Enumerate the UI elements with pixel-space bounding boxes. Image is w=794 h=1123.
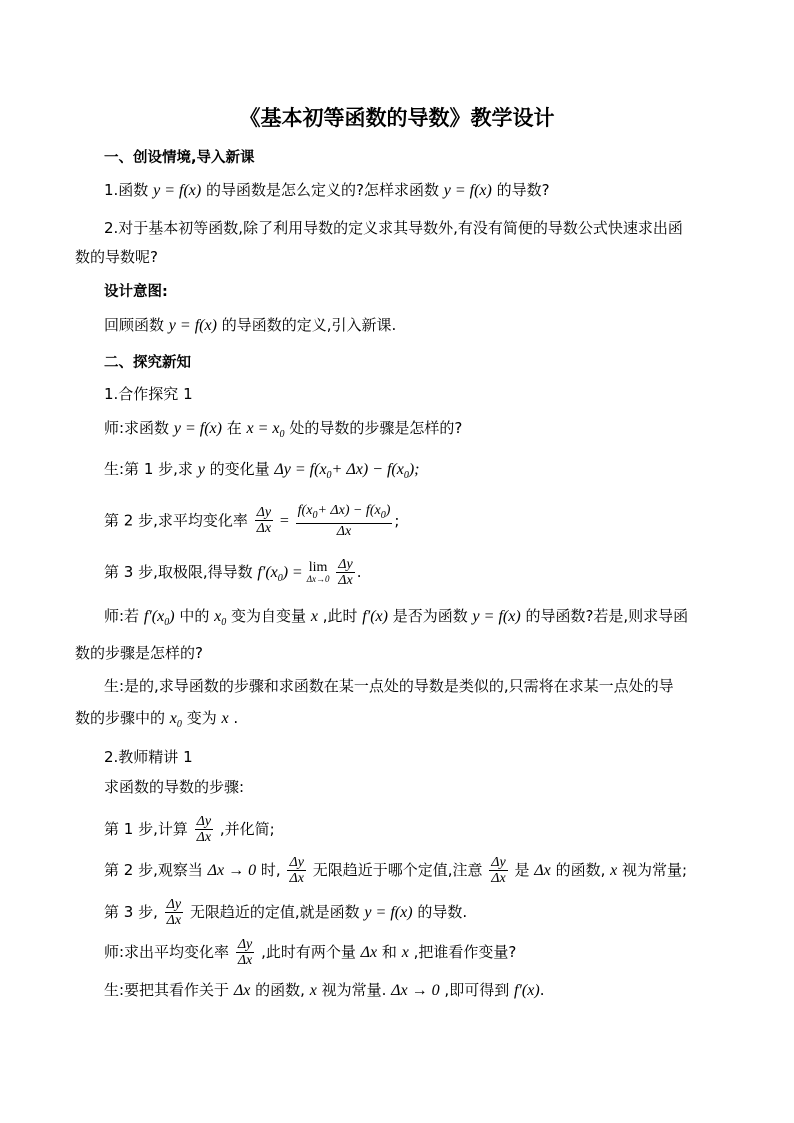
fraction-dy-dx: [336, 557, 354, 588]
text: 变为自变量: [231, 607, 307, 625]
math-yfx: y = f(x): [472, 608, 521, 625]
math-dx: Δx: [360, 944, 378, 961]
math-fprime-x: f′(x): [513, 982, 540, 999]
text: ,把谁看作变量?: [413, 943, 517, 961]
math-fprime-x: f′(x): [362, 608, 388, 625]
math-yfx: y = f(x): [443, 182, 492, 199]
math-y: y: [197, 461, 205, 478]
text: 生:第 1 步,求: [104, 460, 193, 478]
math-x: x: [309, 982, 317, 999]
text: 第 3 步,取极限,得导数: [104, 563, 253, 581]
text: 数的步骤中的: [75, 709, 166, 727]
text: 在: [226, 419, 242, 437]
text: 第 2 步,求平均变化率: [104, 511, 248, 530]
text: 是否为函数: [392, 607, 468, 625]
text: 师:若: [104, 607, 140, 625]
text: );: [408, 461, 420, 478]
math-x: x: [610, 862, 618, 879]
text: 生:要把其看作关于: [104, 981, 230, 999]
text: 师:求出平均变化率: [104, 943, 230, 961]
lim-text: lim: [308, 559, 328, 575]
document-title: 《基本初等函数的导数》教学设计: [239, 106, 555, 130]
math-yfx: y = f(x): [173, 420, 222, 437]
math-x-eq-x0: [246, 420, 285, 441]
text: ): [282, 564, 289, 581]
text: 的变化量: [209, 460, 270, 478]
math-fprime-x0: [257, 564, 289, 585]
math-dx-to-0: Δx → 0: [391, 982, 440, 999]
text: 视为常量;: [622, 861, 688, 879]
section-heading-1: 一、创设情境,导入新课: [104, 150, 255, 166]
fraction-dy-dx: [255, 505, 273, 536]
design-intent-label: 设计意图:: [104, 284, 168, 300]
text: ,此时有两个量: [261, 943, 356, 961]
text: Δy = f(x: [274, 461, 327, 478]
math-x: x: [221, 710, 229, 727]
text: 第 1 步,计算: [104, 820, 188, 838]
denominator: Δx: [289, 871, 304, 886]
step-2-line: [104, 503, 399, 539]
period: .: [356, 563, 362, 581]
text: 的导数.: [417, 903, 468, 921]
denominator: Δx: [237, 953, 253, 968]
text: 第 3 步,: [104, 903, 158, 921]
semicolon: ;: [394, 511, 400, 530]
denominator: Δx: [491, 871, 506, 886]
text: f′(x: [143, 608, 165, 625]
numerator: Δy: [338, 557, 353, 572]
text: x: [214, 608, 222, 625]
subscript: 0: [279, 429, 285, 441]
text: 第 2 步,观察当: [104, 861, 203, 879]
subscript: 0: [221, 617, 227, 629]
denominator: Δx: [256, 521, 272, 537]
text: + Δx) − f(x: [317, 503, 381, 518]
student-2-line-1: 生:是的,求导函数的步骤和求函数在某一点处的导数是类似的,只需将在求某一点处的导: [104, 677, 674, 695]
text: 的函数,: [255, 981, 305, 999]
step-3-line: [104, 557, 361, 589]
math-dx-to-0: Δx → 0: [207, 862, 257, 879]
text: 无限趋近于哪个定值,注意: [312, 861, 483, 879]
numerator: Δy: [491, 855, 506, 870]
text: ): [385, 503, 391, 518]
question-2-line-1: 2.对于基本初等函数,除了利用导数的定义求其导数外,有没有简便的导数公式快速求出函: [104, 219, 683, 237]
fraction-dy-dx: [236, 937, 254, 968]
equals-sign: =: [292, 564, 302, 581]
s3-line: [104, 897, 467, 928]
subscript: 0: [277, 573, 283, 585]
math-x0: [214, 608, 227, 629]
text: 的函数,: [555, 861, 606, 879]
math-yfx: y = f(x): [153, 182, 202, 199]
denominator: Δx: [336, 523, 352, 539]
fraction-dy-dx: [489, 855, 507, 886]
steps-intro: 求函数的导数的步骤:: [104, 778, 245, 796]
text: 和: [381, 943, 397, 961]
student-2-line-2: [75, 708, 238, 735]
teacher-3: [104, 937, 516, 968]
explain-1: 2.教师精讲 1: [104, 748, 193, 766]
text: ): [169, 608, 175, 625]
equals-sign: =: [279, 512, 289, 530]
math-delta-y-expression: [274, 461, 420, 482]
s1-line: [104, 814, 275, 845]
math-fprime-x0: [143, 608, 175, 629]
text: ,此时: [322, 607, 358, 625]
text: 的导函数是怎么定义的?怎样求函数: [205, 181, 439, 199]
explore-1: 1.合作探究 1: [104, 385, 193, 403]
denominator: Δx: [166, 913, 182, 928]
text: 无限趋近的定值,就是函数: [189, 903, 360, 921]
math-yfx: y = f(x): [364, 904, 413, 921]
text: f(x: [297, 503, 313, 518]
section-heading-2: 二、探究新知: [104, 355, 191, 371]
student-3: [104, 980, 544, 1001]
text: 处的导数的步骤是怎样的?: [289, 419, 463, 437]
text: 中的: [179, 607, 210, 625]
text: x: [169, 710, 177, 727]
student-1: [104, 459, 420, 486]
lim-subscript: Δx→0: [306, 573, 330, 584]
numerator: Δy: [256, 505, 272, 521]
fraction-dy-dx: [165, 897, 183, 928]
numerator: Δy: [237, 937, 253, 952]
text: ,即可得到: [444, 981, 510, 999]
text: 的导函数的定义,引入新课.: [221, 316, 397, 334]
s2-line: [104, 855, 687, 886]
denominator: Δx: [196, 830, 212, 845]
limit-operator: [306, 559, 330, 584]
text: 回顾函数: [104, 316, 165, 334]
subscript: 0: [312, 509, 318, 521]
fraction-dy-dx: [287, 855, 305, 886]
fraction-difference-quotient: [296, 503, 393, 539]
text: .: [233, 709, 239, 727]
text: 时,: [260, 861, 281, 879]
math-x: x: [310, 608, 318, 625]
numerator: Δy: [289, 855, 304, 870]
text: + Δx) − f(x: [331, 461, 404, 478]
subscript: 0: [164, 617, 170, 629]
period: .: [539, 981, 545, 999]
subscript: 0: [326, 470, 332, 482]
subscript: 0: [176, 719, 182, 731]
text: ,并化简;: [219, 820, 275, 838]
numerator: Δy: [166, 897, 182, 912]
subscript: 0: [403, 470, 409, 482]
text: 视为常量.: [321, 981, 387, 999]
math-x: x: [401, 944, 409, 961]
fraction-dy-dx: [195, 814, 213, 845]
text: 1.函数: [104, 181, 149, 199]
text: 的导数?: [496, 181, 550, 199]
text: 变为: [186, 709, 217, 727]
text: x = x: [246, 420, 280, 437]
text: f′(x: [257, 564, 278, 581]
math-dx: Δx: [233, 982, 251, 999]
numerator: [296, 503, 393, 524]
math-yfx: y = f(x): [168, 317, 217, 334]
teacher-2-line-2: 数的步骤是怎样的?: [75, 644, 203, 662]
question-2-line-2: 数的导数呢?: [75, 248, 158, 266]
teacher-1: [104, 418, 462, 445]
math-x0: [169, 710, 182, 731]
subscript: 0: [380, 509, 386, 521]
text: 是: [514, 861, 530, 879]
denominator: Δx: [338, 573, 353, 588]
question-1: [104, 180, 550, 201]
text: 师:求函数: [104, 419, 170, 437]
math-dx: Δx: [534, 862, 551, 879]
review-line: [104, 315, 396, 336]
numerator: Δy: [196, 814, 212, 829]
teacher-2-line-1: [104, 606, 688, 633]
text: 的导函数?若是,则求导函: [525, 607, 689, 625]
